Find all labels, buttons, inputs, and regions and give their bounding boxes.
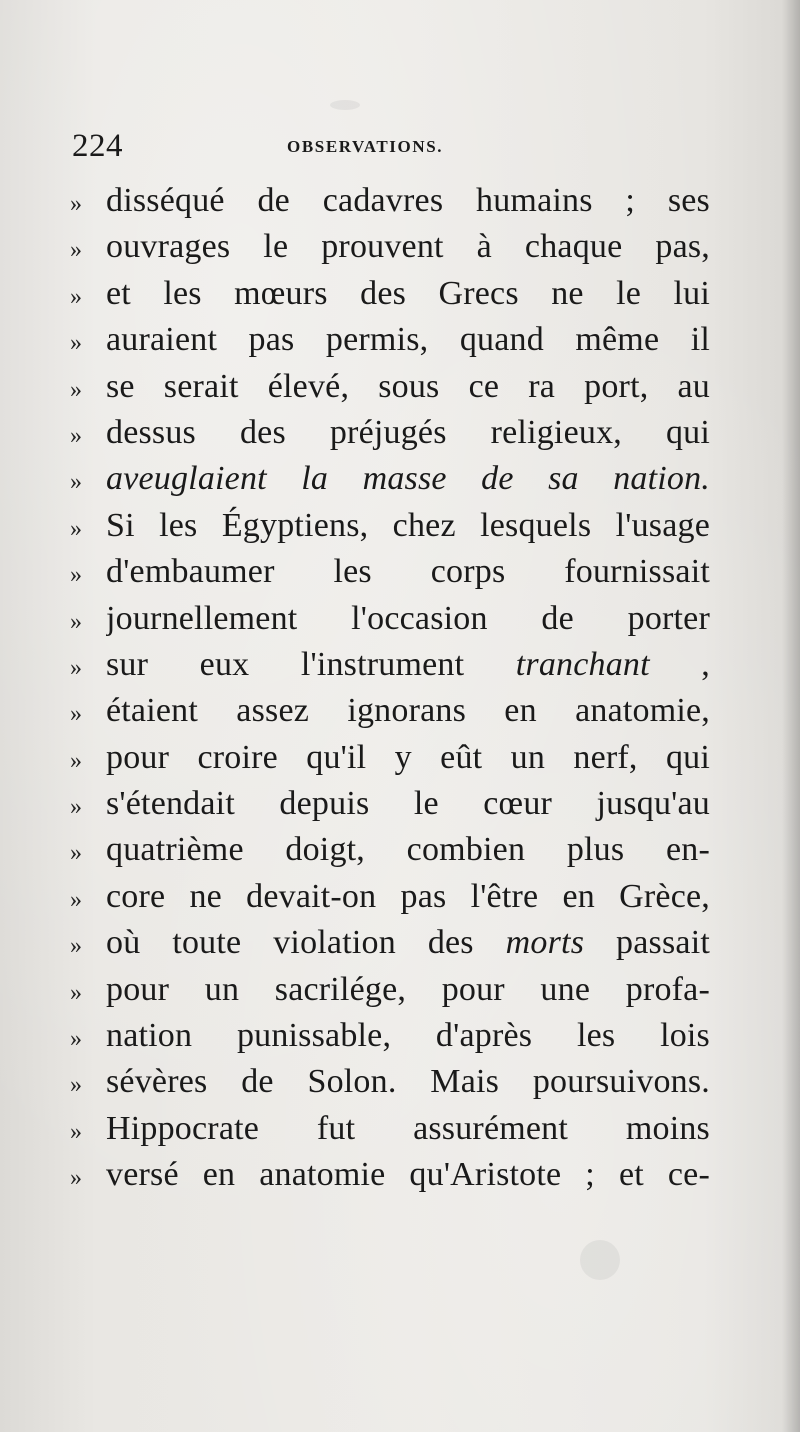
- emphasis-word: tranchant: [515, 645, 650, 683]
- line-text: journellement l'occasion de porter: [106, 599, 710, 637]
- line-text: Si les Égyptiens, chez lesquels l'usage: [106, 506, 710, 544]
- text-line: [70, 735, 710, 781]
- text-line: [70, 1106, 710, 1152]
- line-text: sévères de Solon. Mais poursuivons.: [106, 1063, 710, 1101]
- quote-mark: »: [70, 422, 82, 449]
- quote-mark: »: [70, 840, 82, 867]
- text-line: [70, 688, 710, 734]
- text-line: [70, 1152, 710, 1198]
- line-text: auraient pas permis, quand même il: [106, 321, 710, 359]
- line-text: Hippocrate fut assurément moins: [106, 1109, 710, 1147]
- text-line: [70, 317, 710, 363]
- paper-speck: [330, 100, 360, 110]
- text-line: [70, 364, 710, 410]
- quote-mark: »: [70, 237, 82, 264]
- quote-mark: »: [70, 1072, 82, 1099]
- line-text: et les mœurs des Grecs ne le lui: [106, 274, 710, 312]
- text-line: [70, 549, 710, 595]
- quote-mark: »: [70, 1118, 82, 1145]
- quote-mark: »: [70, 191, 82, 217]
- line-text: s'étendait depuis le cœur jusqu'au: [106, 785, 710, 823]
- line-text: d'embaumer les corps fournissait: [106, 553, 710, 591]
- text-line: [70, 224, 710, 270]
- line-text: core ne devait-on pas l'être en Grèce,: [106, 877, 710, 915]
- line-text: pour un sacrilége, pour une profa-: [106, 970, 710, 1008]
- quote-mark: »: [70, 376, 82, 403]
- line-text: nation punissable, d'après les lois: [106, 1017, 710, 1055]
- text-line: [70, 596, 710, 642]
- quote-mark: »: [70, 979, 82, 1006]
- text-line: [70, 503, 710, 549]
- line-text: ouvrages le prouvent à chaque pas,: [106, 228, 710, 266]
- quote-mark: »: [70, 515, 82, 542]
- line-segment: passait: [584, 924, 710, 962]
- line-segment: ,: [649, 645, 710, 683]
- quote-mark: »: [70, 747, 82, 774]
- line-text: quatrième doigt, combien plus en-: [106, 831, 710, 869]
- line-segment: sur eux l'instrument: [106, 645, 516, 683]
- text-line: [70, 920, 710, 966]
- text-line: [70, 1059, 710, 1105]
- quote-mark: »: [70, 933, 82, 960]
- page-header: [72, 128, 712, 168]
- text-line: [70, 410, 710, 456]
- quote-mark: »: [70, 794, 82, 821]
- emphasis-word: morts: [505, 924, 585, 962]
- text-line: [70, 178, 710, 224]
- quote-mark: »: [70, 608, 82, 635]
- quote-mark: »: [70, 330, 82, 357]
- quote-mark: »: [70, 469, 82, 496]
- quote-mark: »: [70, 1165, 82, 1192]
- text-line: [70, 827, 710, 873]
- line-text: versé en anatomie qu'Aristote ; et ce-: [106, 1156, 710, 1194]
- text-line: [70, 967, 710, 1013]
- text-line: [70, 874, 710, 920]
- quote-mark: »: [70, 886, 82, 913]
- line-text-mixed: [106, 642, 710, 688]
- running-head: OBSERVATIONS.: [287, 137, 444, 156]
- quote-mark: »: [70, 654, 82, 681]
- line-text: se serait élevé, sous ce ra port, au: [106, 367, 710, 405]
- line-text: étaient assez ignorans en anatomie,: [106, 692, 710, 730]
- quote-mark: »: [70, 283, 82, 310]
- line-text: pour croire qu'il y eût un nerf, qui: [106, 738, 710, 776]
- line-segment: où toute violation des: [106, 924, 506, 962]
- text-line: [70, 642, 710, 688]
- page-number: 224: [72, 128, 123, 164]
- text-line: [70, 1013, 710, 1059]
- text-line: [70, 271, 710, 317]
- paper-speck: [580, 1240, 620, 1280]
- line-text-italic: aveuglaient la masse de sa nation.: [106, 460, 710, 498]
- text-line: [70, 781, 710, 827]
- line-text: disséqué de cadavres humains ; ses: [106, 182, 710, 219]
- quote-mark: »: [70, 701, 82, 728]
- quote-mark: »: [70, 1026, 82, 1053]
- text-line: [70, 456, 710, 502]
- quote-mark: »: [70, 562, 82, 589]
- line-text: dessus des préjugés religieux, qui: [106, 413, 710, 451]
- line-text-mixed: [106, 920, 710, 966]
- body-text: [70, 178, 710, 1199]
